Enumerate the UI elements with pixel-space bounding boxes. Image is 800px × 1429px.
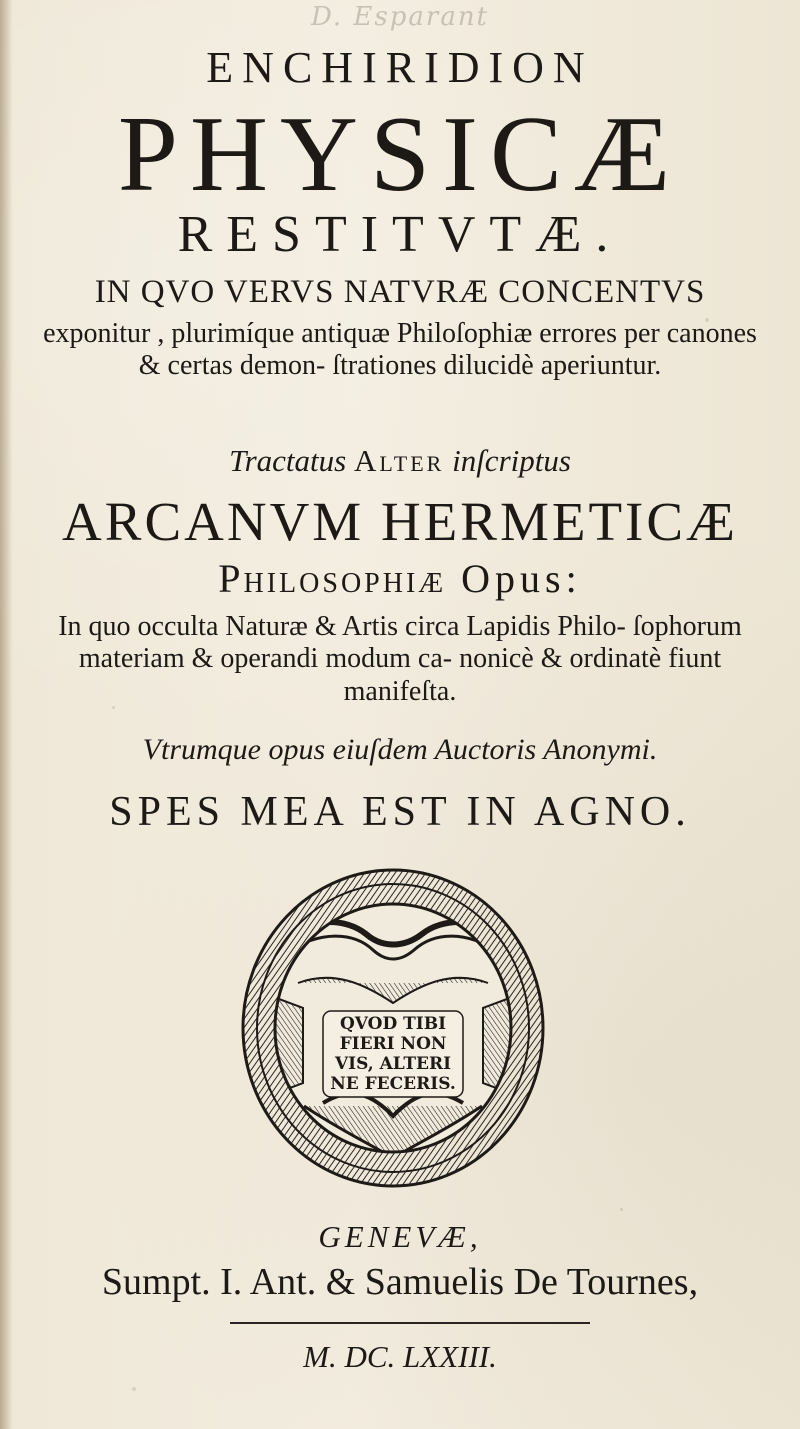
treatise-intro-line: [0, 443, 800, 479]
description-paragraph-2: In quo occulta Naturæ & Artis circa Lapidis Philo- ſophorum materiam & operandi modum ca- nonicè & ordinatè fiunt manifeſta.: [58, 611, 742, 707]
imprint-printer: Sumpt. I. Ant. & Samuelis De Tournes,: [101, 1261, 699, 1303]
imprint-rule: [230, 1322, 590, 1324]
opus-word: Opus:: [461, 556, 582, 601]
manuscript-note: D. Esparant: [310, 2, 490, 32]
imprint-year: M. DC. LXXIII.: [303, 1339, 497, 1374]
motto-line: SPES MEA EST IN AGNO.: [109, 789, 691, 835]
subtitle-line: IN QVO VERVS NATVRÆ CONCENTVS: [94, 274, 706, 310]
imprint-place: GENEVÆ,: [318, 1219, 482, 1254]
emblem-text-line-3: VIS, ALTERI: [334, 1054, 452, 1074]
title-line-physicae: PHYSICÆ: [117, 95, 683, 214]
treatise-word-tractatus: Tractatus: [229, 443, 347, 478]
paper-speck: [132, 1387, 136, 1391]
treatise-word-alter: Alter: [353, 443, 445, 478]
title-line-restitutae: RESTITVTÆ.: [177, 206, 623, 263]
title-line-philosophiae: [0, 555, 800, 602]
printer-emblem: [228, 858, 558, 1198]
title-line-enchiridion: ENCHIRIDION: [206, 43, 594, 92]
philosophiae-word: Philosophiæ: [218, 556, 447, 601]
paper-speck: [620, 1208, 623, 1211]
description-paragraph-1: exponitur , plurimíque antiquæ Philoſophiæ errores per canones & certas demon- ſtrationes dilucidè aperiuntur.: [43, 318, 757, 382]
paper-speck: [112, 706, 115, 709]
emblem-text-line-1: QVOD TIBI: [339, 1014, 447, 1034]
emblem-text-line-2: FIERI NON: [339, 1034, 447, 1054]
title-line-arcanum: ARCANVM HERMETICÆ: [62, 491, 738, 552]
emblem-text-line-4: NE FECERIS.: [330, 1074, 456, 1094]
treatise-word-inscriptus: inſcriptus: [452, 443, 571, 478]
author-line: Vtrumque opus eiuſdem Auctoris Anonymi.: [142, 733, 658, 766]
paper-speck: [705, 318, 709, 322]
